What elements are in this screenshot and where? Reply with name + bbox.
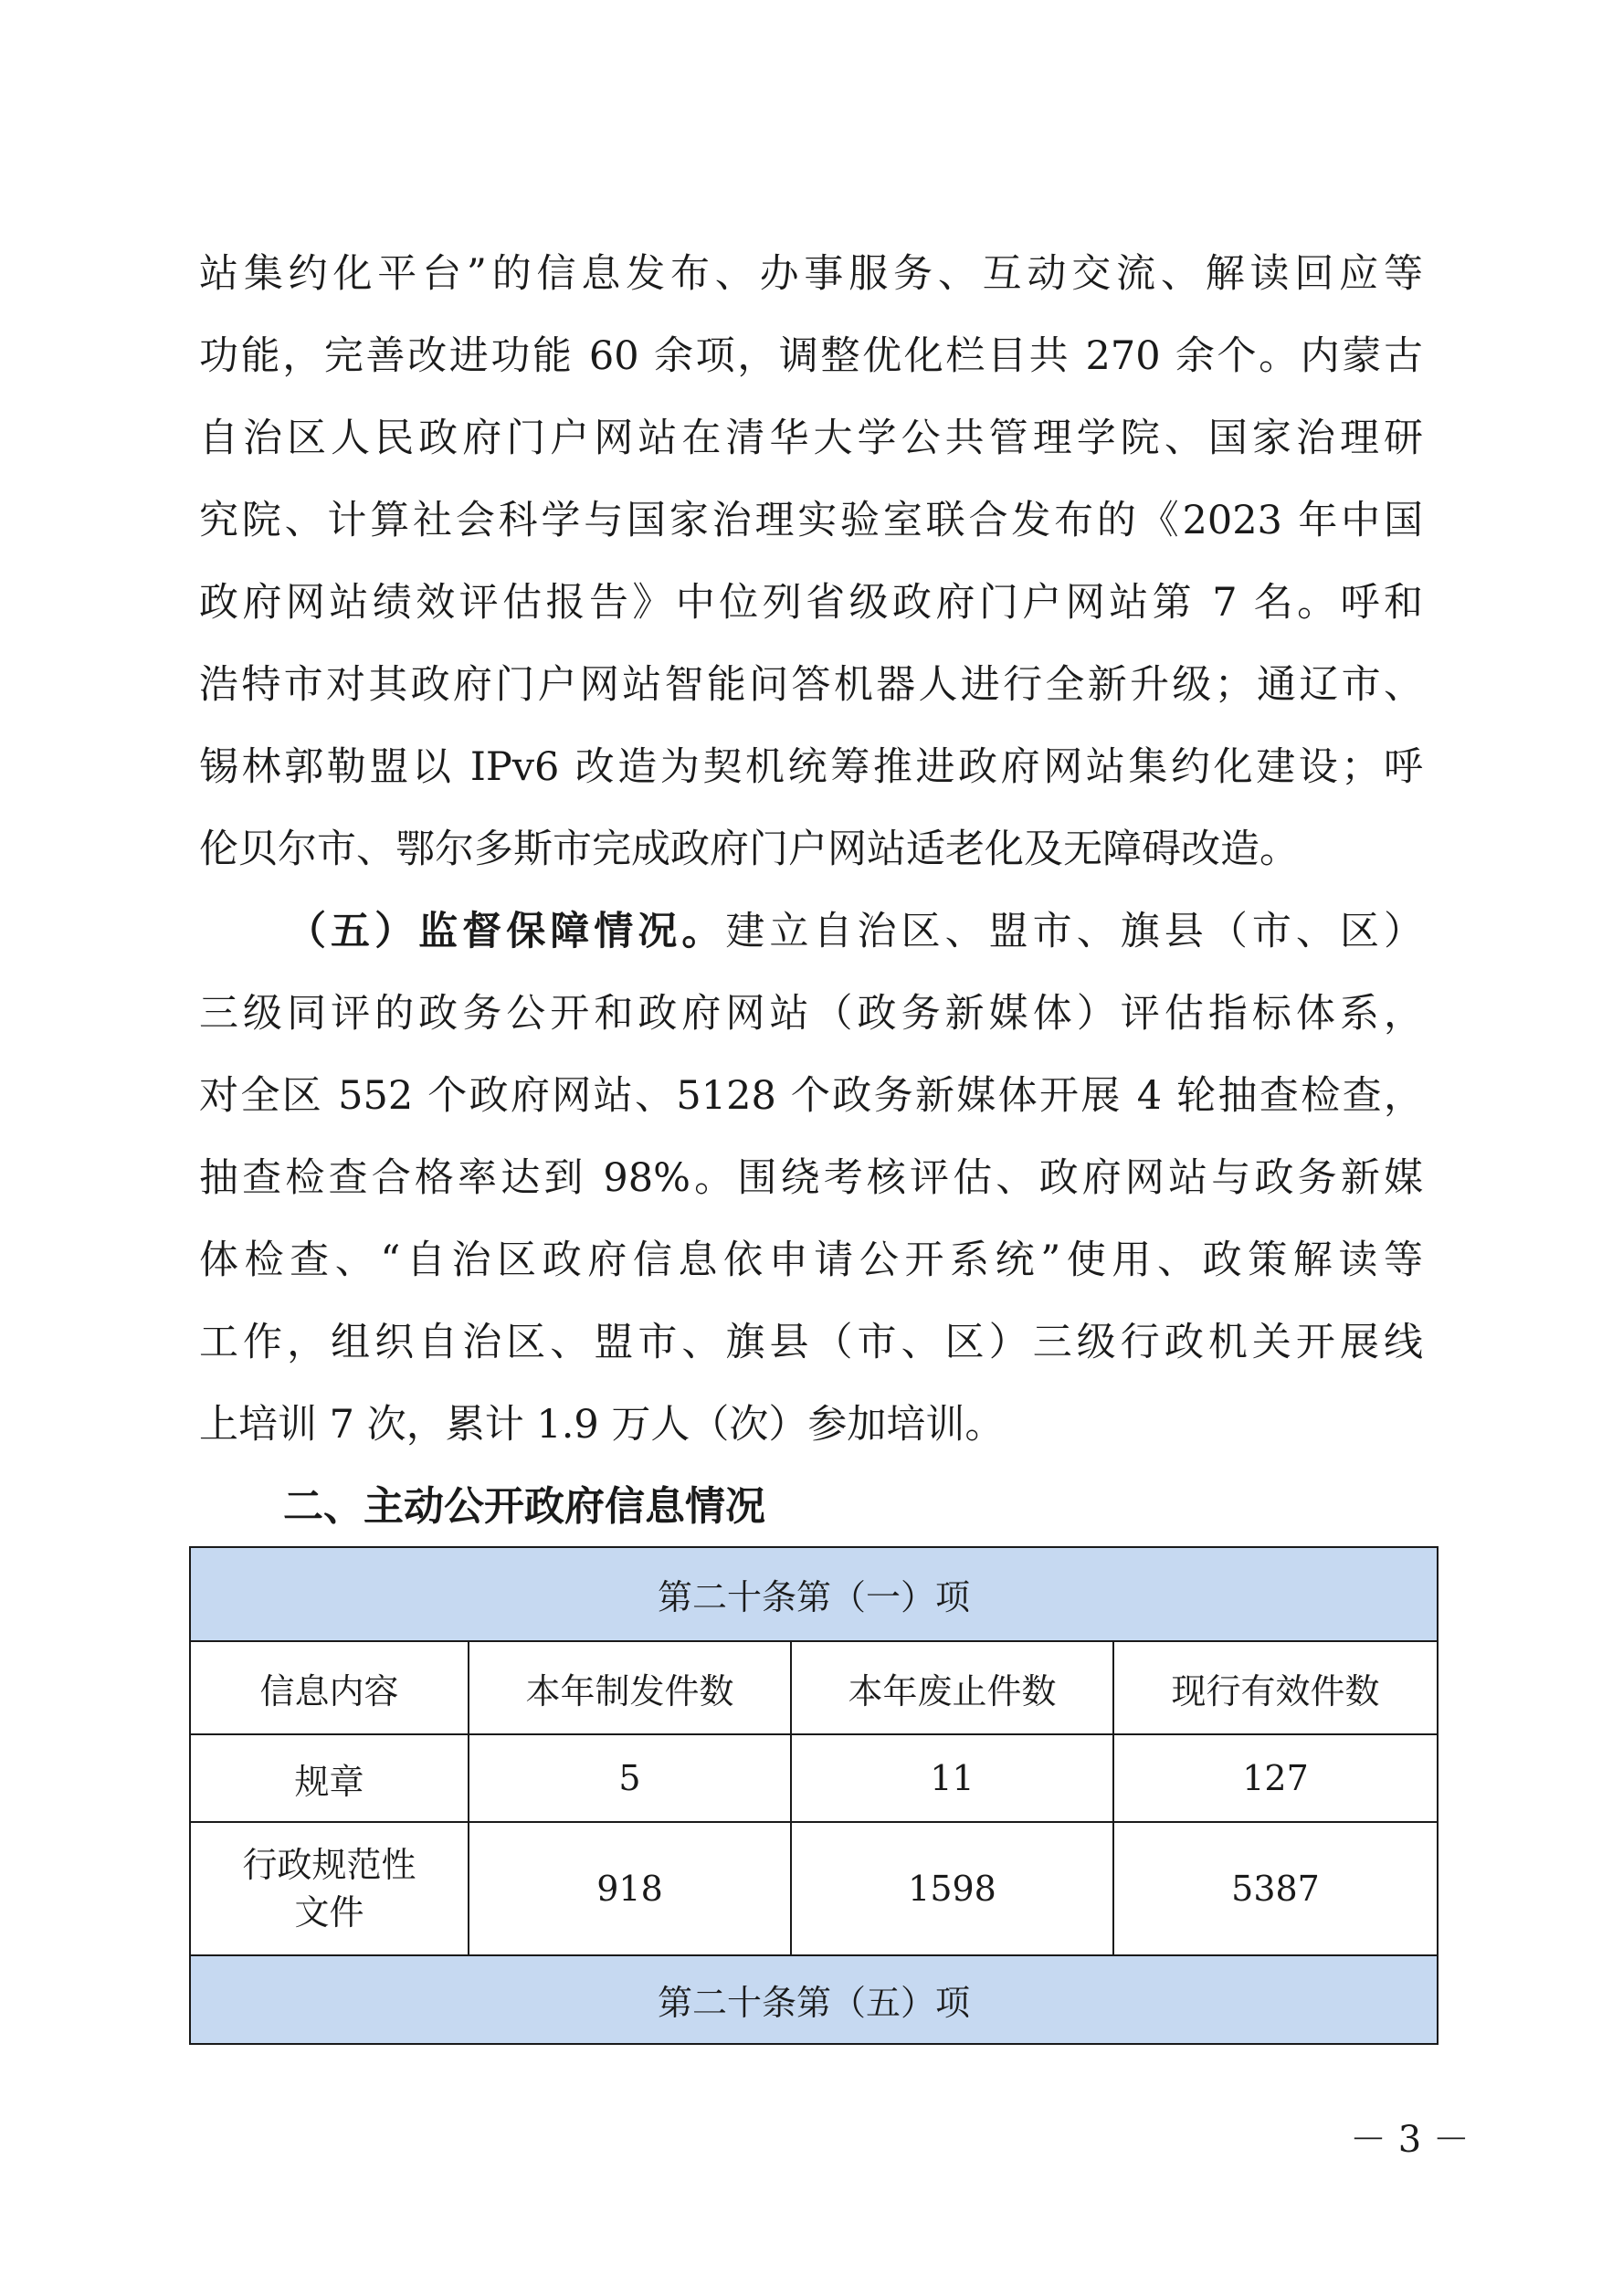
paragraph-line: 自治区人民政府门户网站在清华大学公共管理学院、国家治理研 — [199, 416, 1423, 461]
table-cell-label-line: 行政规范性 — [242, 1845, 416, 1885]
section-five-first-line-text: 建立自治区、盟市、旗县（市、区） — [725, 909, 1424, 954]
paragraph-line: 锡林郭勒盟以 IPv6 改造为契机统筹推进政府网站集约化建设；呼 — [199, 744, 1423, 790]
body-text — [199, 233, 1423, 1466]
section-five-first-line — [199, 890, 1423, 973]
table-row — [190, 1734, 1438, 1822]
paragraph-line: 究院、计算社会科学与国家治理实验室联合发布的《2023 年中国 — [199, 498, 1423, 543]
table-cell: 11 — [791, 1734, 1113, 1822]
page-number: － 3 － — [1350, 2119, 1470, 2161]
table-band-row — [190, 1547, 1438, 1641]
section-heading: 二、主动公开政府信息情况 — [283, 1483, 765, 1530]
table-cell: 127 — [1113, 1734, 1438, 1822]
paragraph-line: 工作，组织自治区、盟市、旗县（市、区）三级行政机关开展线 — [199, 1320, 1423, 1365]
table-band-title: 第二十条第（一）项 — [190, 1547, 1438, 1641]
table-cell: 5387 — [1113, 1822, 1438, 1955]
table-cell: 5 — [469, 1734, 791, 1822]
paragraph-line: 上培训 7 次，累计 1.9 万人（次）参加培训。 — [199, 1402, 1005, 1448]
table-header-cell: 本年制发件数 — [469, 1641, 791, 1734]
table-cell-label: 规章 — [190, 1734, 469, 1822]
table-header-cell: 本年废止件数 — [791, 1641, 1113, 1734]
paragraph-line: 三级同评的政务公开和政府网站（政务新媒体）评估指标体系， — [199, 991, 1423, 1037]
table-header-cell: 信息内容 — [190, 1641, 469, 1734]
paragraph-line: 浩特市对其政府门户网站智能问答机器人进行全新升级；通辽市、 — [199, 662, 1423, 708]
table-row — [190, 1822, 1438, 1955]
table-cell-label-line: 文件 — [294, 1892, 364, 1933]
table-cell: 918 — [469, 1822, 791, 1955]
table-cell-label — [190, 1822, 469, 1955]
table-band-title: 第二十条第（五）项 — [190, 1955, 1438, 2044]
paragraph-line: 对全区 552 个政府网站、5128 个政务新媒体开展 4 轮抽查检查， — [199, 1073, 1423, 1119]
paragraph-line: 站集约化平台”的信息发布、办事服务、互动交流、解读回应等 — [199, 251, 1423, 297]
section-five-lead: （五）监督保障情况。 — [287, 909, 726, 954]
paragraph-line: 功能，完善改进功能 60 余项，调整优化栏目共 270 余个。内蒙古 — [199, 333, 1423, 379]
paragraph-line: 政府网站绩效评估报告》中位列省级政府门户网站第 7 名。呼和 — [199, 580, 1423, 626]
paragraph-line: 伦贝尔市、鄂尔多斯市完成政府门户网站适老化及无障碍改造。 — [199, 827, 1299, 872]
table-header-row — [190, 1641, 1438, 1734]
table-band-row — [190, 1955, 1438, 2044]
paragraph-line: 抽查检查合格率达到 98%。围绕考核评估、政府网站与政务新媒 — [199, 1155, 1423, 1201]
table-cell: 1598 — [791, 1822, 1113, 1955]
table-header-cell: 现行有效件数 — [1113, 1641, 1438, 1734]
info-table — [189, 1546, 1439, 2045]
paragraph-line: 体检查、“自治区政府信息依申请公开系统”使用、政策解读等 — [199, 1238, 1423, 1283]
